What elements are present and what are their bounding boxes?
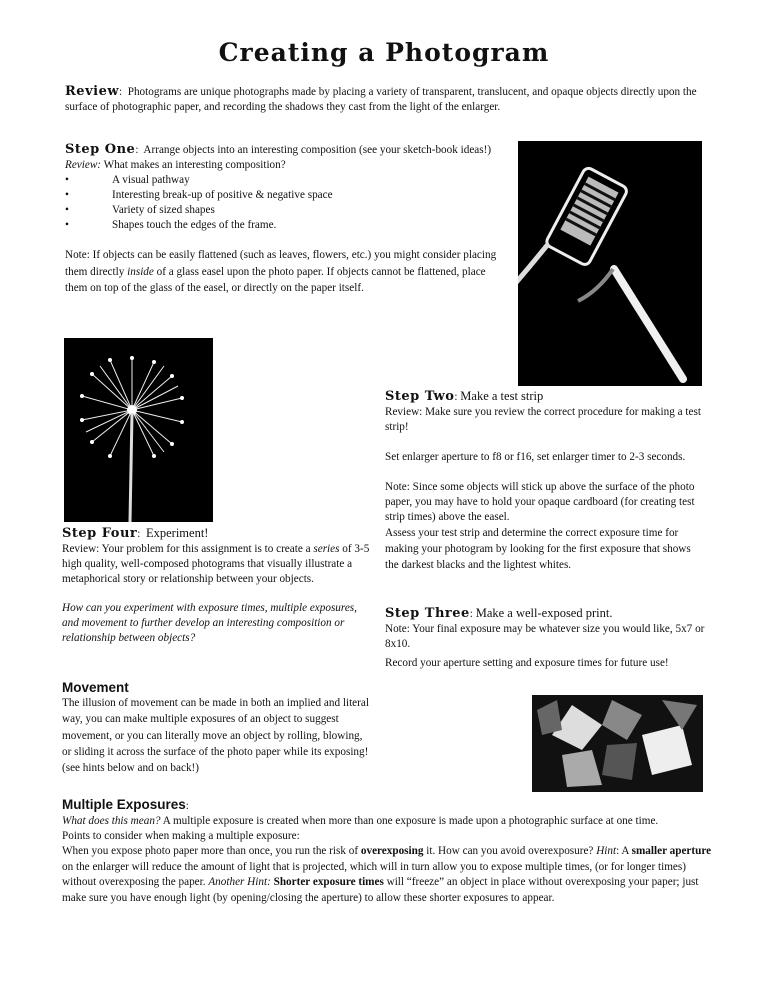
step-one-lead: Arrange objects into an interesting composition (see your sketch-book ideas!)	[143, 144, 492, 156]
multiple-p2: it. How can you avoid overexposure?	[426, 845, 594, 857]
multiple-p4: will “freeze” an object in place without overexposing your paper; just make sure you have enough light (by opening/closing the aperture) to allow these shorter exposures to appear.	[62, 876, 699, 904]
multiple-exposures-section	[62, 797, 722, 906]
abstract-graphic	[532, 695, 703, 792]
multiple-points: Points to consider when making a multiple exposure:	[62, 830, 300, 842]
dandelion-photogram	[64, 338, 213, 522]
step-one-section: Step One: Arrange objects into an interesting composition (see your sketch-book ideas!) Review: What makes an interesting composition? • A visual pathway • Interesting break-up of positive & negative space • Variety of sized shapes • Shapes touch the edges of the frame. Note: If objects can be easily flattened (such as leaves, flowers, etc.) you might consider placing them directly inside of a glass easel upon the photo paper. If objects cannot be flattened, place them on top of the glass of the easel, or directly on the paper itself.	[65, 142, 510, 297]
step-two-section: Step Two: Make a test strip Review: Make sure you review the correct procedure for making a test strip! Set enlarger aperture to f8 or f16, set enlarger timer to 2-3 seconds. Note: Since some objects will stick up above the surface of the photo paper, you may have to hold your opaque cardboard (for creating test strip times) above the easel. Assess your test strip and determine the correct exposure time for making your photogram by looking for the first exposure that shows the darkest blacks and the lightest whites.	[385, 389, 707, 573]
multiple-exposures-colon: :	[185, 800, 189, 812]
step-one-label: Step One	[65, 142, 136, 157]
multiple-b2: smaller aperture	[631, 845, 712, 857]
step-three-record: Record your aperture setting and exposure times for future use!	[385, 657, 669, 669]
step-two-review: Review: Make sure you review the correct procedure for making a test strip!	[385, 406, 701, 433]
step-three-note: Note: Your final exposure may be whatever size you would like, 5x7 or 8x10.	[385, 623, 705, 650]
list-item: • A visual pathway	[65, 173, 510, 188]
step-four-review-em: series	[313, 543, 340, 555]
step-four-section: Step Four: Experiment! Review: Your problem for this assignment is to create a series of 3-5 high quality, well-composed photograms that visually illustrate a metaphorical story or relationship between your objects. How can you experiment with exposure times, multiple exposures, and movement to further develop an interesting composition or relationship between objects?	[62, 526, 370, 644]
step-one-note-cont: of a glass easel upon the photo paper. If objects cannot be flattened, place them on top of the glass of the easel, or directly on the paper itself.	[65, 265, 486, 294]
movement-heading: Movement	[62, 680, 129, 695]
step-two-label: Step Two	[385, 389, 455, 404]
step-one-note: Note: If objects can be easily flattened (such as leaves, flowers, etc.) you might consider placing them directly	[65, 249, 497, 278]
step-two-aperture: Set enlarger aperture to f8 or f16, set enlarger timer to 2-3 seconds.	[385, 451, 686, 463]
multiple-hint2: Another Hint:	[208, 876, 271, 888]
multiple-question: What does this mean?	[62, 815, 161, 827]
step-two-note: Note: Since some objects will stick up above the surface of the photo paper, you may have to hold your opaque cardboard (for creating test strip times) above the easel.	[385, 481, 695, 523]
review-text: Photograms are unique photographs made by placing a variety of transparent, translucent, and opaque objects directly upon the surface of photographic paper, and recording the shadows they cast from the light of the enlarger.	[65, 86, 697, 113]
list-item: • Shapes touch the edges of the frame.	[65, 218, 510, 233]
step-four-label: Step Four	[62, 526, 138, 541]
step-four-heading: Experiment!	[145, 526, 209, 540]
multiple-b1: overexposing	[360, 845, 424, 857]
movement-section	[62, 680, 370, 776]
multiple-p2b: : A	[616, 845, 629, 857]
movement-text: The illusion of movement can be made in both an implied and literal way, you can make multiple exposures of an object to suggest movement, or you can literally move an object by rolling, blowing, or sliding it across the surface of the photo paper while its exposing! (see hints below and on back!)	[62, 697, 369, 775]
step-four-question: How can you experiment with exposure times, multiple exposures, and movement to further develop an interesting composition or relationship between objects?	[62, 602, 357, 644]
step-three-section: Step Three: Make a well-exposed print. Note: Your final exposure may be whatever size you would like, 5x7 or 8x10. Record your aperture setting and exposure times for future use!	[385, 606, 707, 671]
dandelion-graphic	[64, 338, 213, 522]
toothbrush-photogram	[518, 141, 702, 386]
abstract-photogram	[532, 695, 703, 792]
review-section: Review: Photograms are unique photographs made by placing a variety of transparent, translucent, and opaque objects directly upon the surface of photographic paper, and recording the shadows they cast from the light of the enlarger.	[65, 84, 697, 113]
multiple-p1: When you expose photo paper more than once, you run the risk of	[62, 845, 359, 857]
composition-list	[65, 173, 510, 233]
step-one-note-em: inside	[127, 265, 154, 278]
toothbrush-graphic	[518, 141, 702, 386]
step-four-review: Review: Your problem for this assignment is to create a	[62, 543, 311, 555]
page-title: Creating a Photogram	[218, 38, 550, 67]
step-four-review-cont: of 3-5 high quality, well-composed photograms that visually illustrate a metaphorical story or relationship between your objects.	[62, 543, 370, 585]
step-three-label: Step Three	[385, 606, 470, 621]
list-item: • Variety of sized shapes	[65, 203, 510, 218]
step-three-heading: Make a well-exposed print.	[475, 606, 613, 620]
review-label: Review	[65, 84, 120, 99]
step-one-review-question: What makes an interesting composition?	[103, 159, 286, 171]
multiple-p3: on the enlarger will reduce the amount of light that is projected, which will in turn allow you to expose multiple times, (or for longer times) without overexposing the paper.	[62, 860, 686, 888]
multiple-hint: Hint	[596, 845, 617, 857]
list-item: • Interesting break-up of positive & negative space	[65, 188, 510, 203]
step-one-review-label: Review:	[65, 159, 102, 171]
multiple-exposures-heading: Multiple Exposures	[62, 797, 186, 812]
step-two-heading: Make a test strip	[460, 389, 544, 403]
multiple-b3: Shorter exposure times	[273, 876, 384, 888]
step-two-assess: Assess your test strip and determine the correct exposure time for making your photogram by looking for the first exposure that shows the darkest blacks and the lightest whites.	[385, 527, 691, 571]
multiple-definition: A multiple exposure is created when more than one exposure is made upon a photographic surface at one time.	[162, 815, 659, 827]
